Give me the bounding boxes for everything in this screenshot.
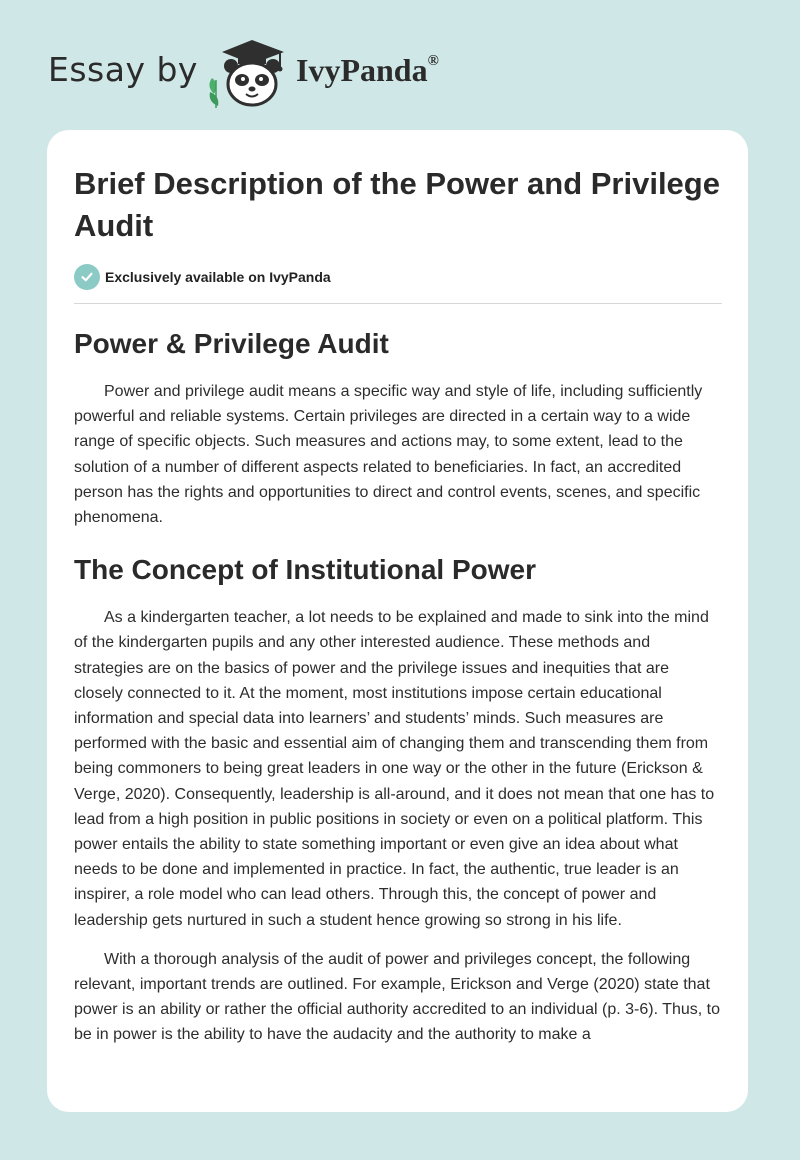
article-card <box>47 130 748 1112</box>
section-heading: Power & Privilege Audit <box>74 328 389 359</box>
essay-by-label: Essay by <box>48 50 198 89</box>
panda-logo-icon[interactable] <box>200 36 292 110</box>
divider <box>74 303 722 304</box>
section-heading: The Concept of Institutional Power <box>74 554 536 586</box>
site-header <box>0 0 800 130</box>
paragraph: As a kindergarten teacher, a lot needs to be explained and made to sink into the mind of the kindergarten pupils and any other interested audience. These methods and strategies are on the basics of power and the privilege issues and inequities that are closely connected to it. At the moment, most institutions impose certain educational information and special data into learners’ and students’ minds. Such measures are performed with the basic and essential aim of changing them and transcending them from being commoners to being great leaders in one way or the other in the future (Erickson & Verge, 2020). Consequently, leadership is all-around, and it does not mean that one has to lead from a high position in public positions in society or even on a political platform. This power entails the ability to state something important or even give an idea about what needs to be done and implemented in practice. In fact, the authentic, true leader is an inspirer, a role model who can lead others. Through this, the concept of power and leadership gets nurtured in such a student hence growing so strong in his life. <box>74 609 715 929</box>
registered-mark: ® <box>427 53 439 70</box>
brand-name[interactable]: IvyPanda® <box>296 52 439 88</box>
page-title: Brief Description of the Power and Privilege Audit <box>74 166 720 243</box>
paragraph: Power and privilege audit means a specific way and style of life, including sufficiently powerful and reliable systems. Certain privileges are directed in a certain way to a wide range of specific objects. Such measures and actions may, to some extent, lead to the solution of a number of different aspects related to beneficiaries. In fact, an accredited person has the rights and opportunities to direct and control events, scenes, and specific phenomena. <box>74 383 703 527</box>
article-body <box>74 326 722 1048</box>
exclusive-badge <box>74 264 331 290</box>
exclusive-label: Exclusively available on IvyPanda <box>105 269 331 285</box>
check-circle-icon <box>74 264 100 290</box>
paragraph: With a thorough analysis of the audit of power and privileges concept, the following relevant, important trends are outlined. For example, Erickson and Verge (2020) state that power is an ability or rather the official authority accredited to an individual (p. 3-6). Thus, to be in power is the ability to have the audacity and the authority to make a <box>74 950 720 1044</box>
